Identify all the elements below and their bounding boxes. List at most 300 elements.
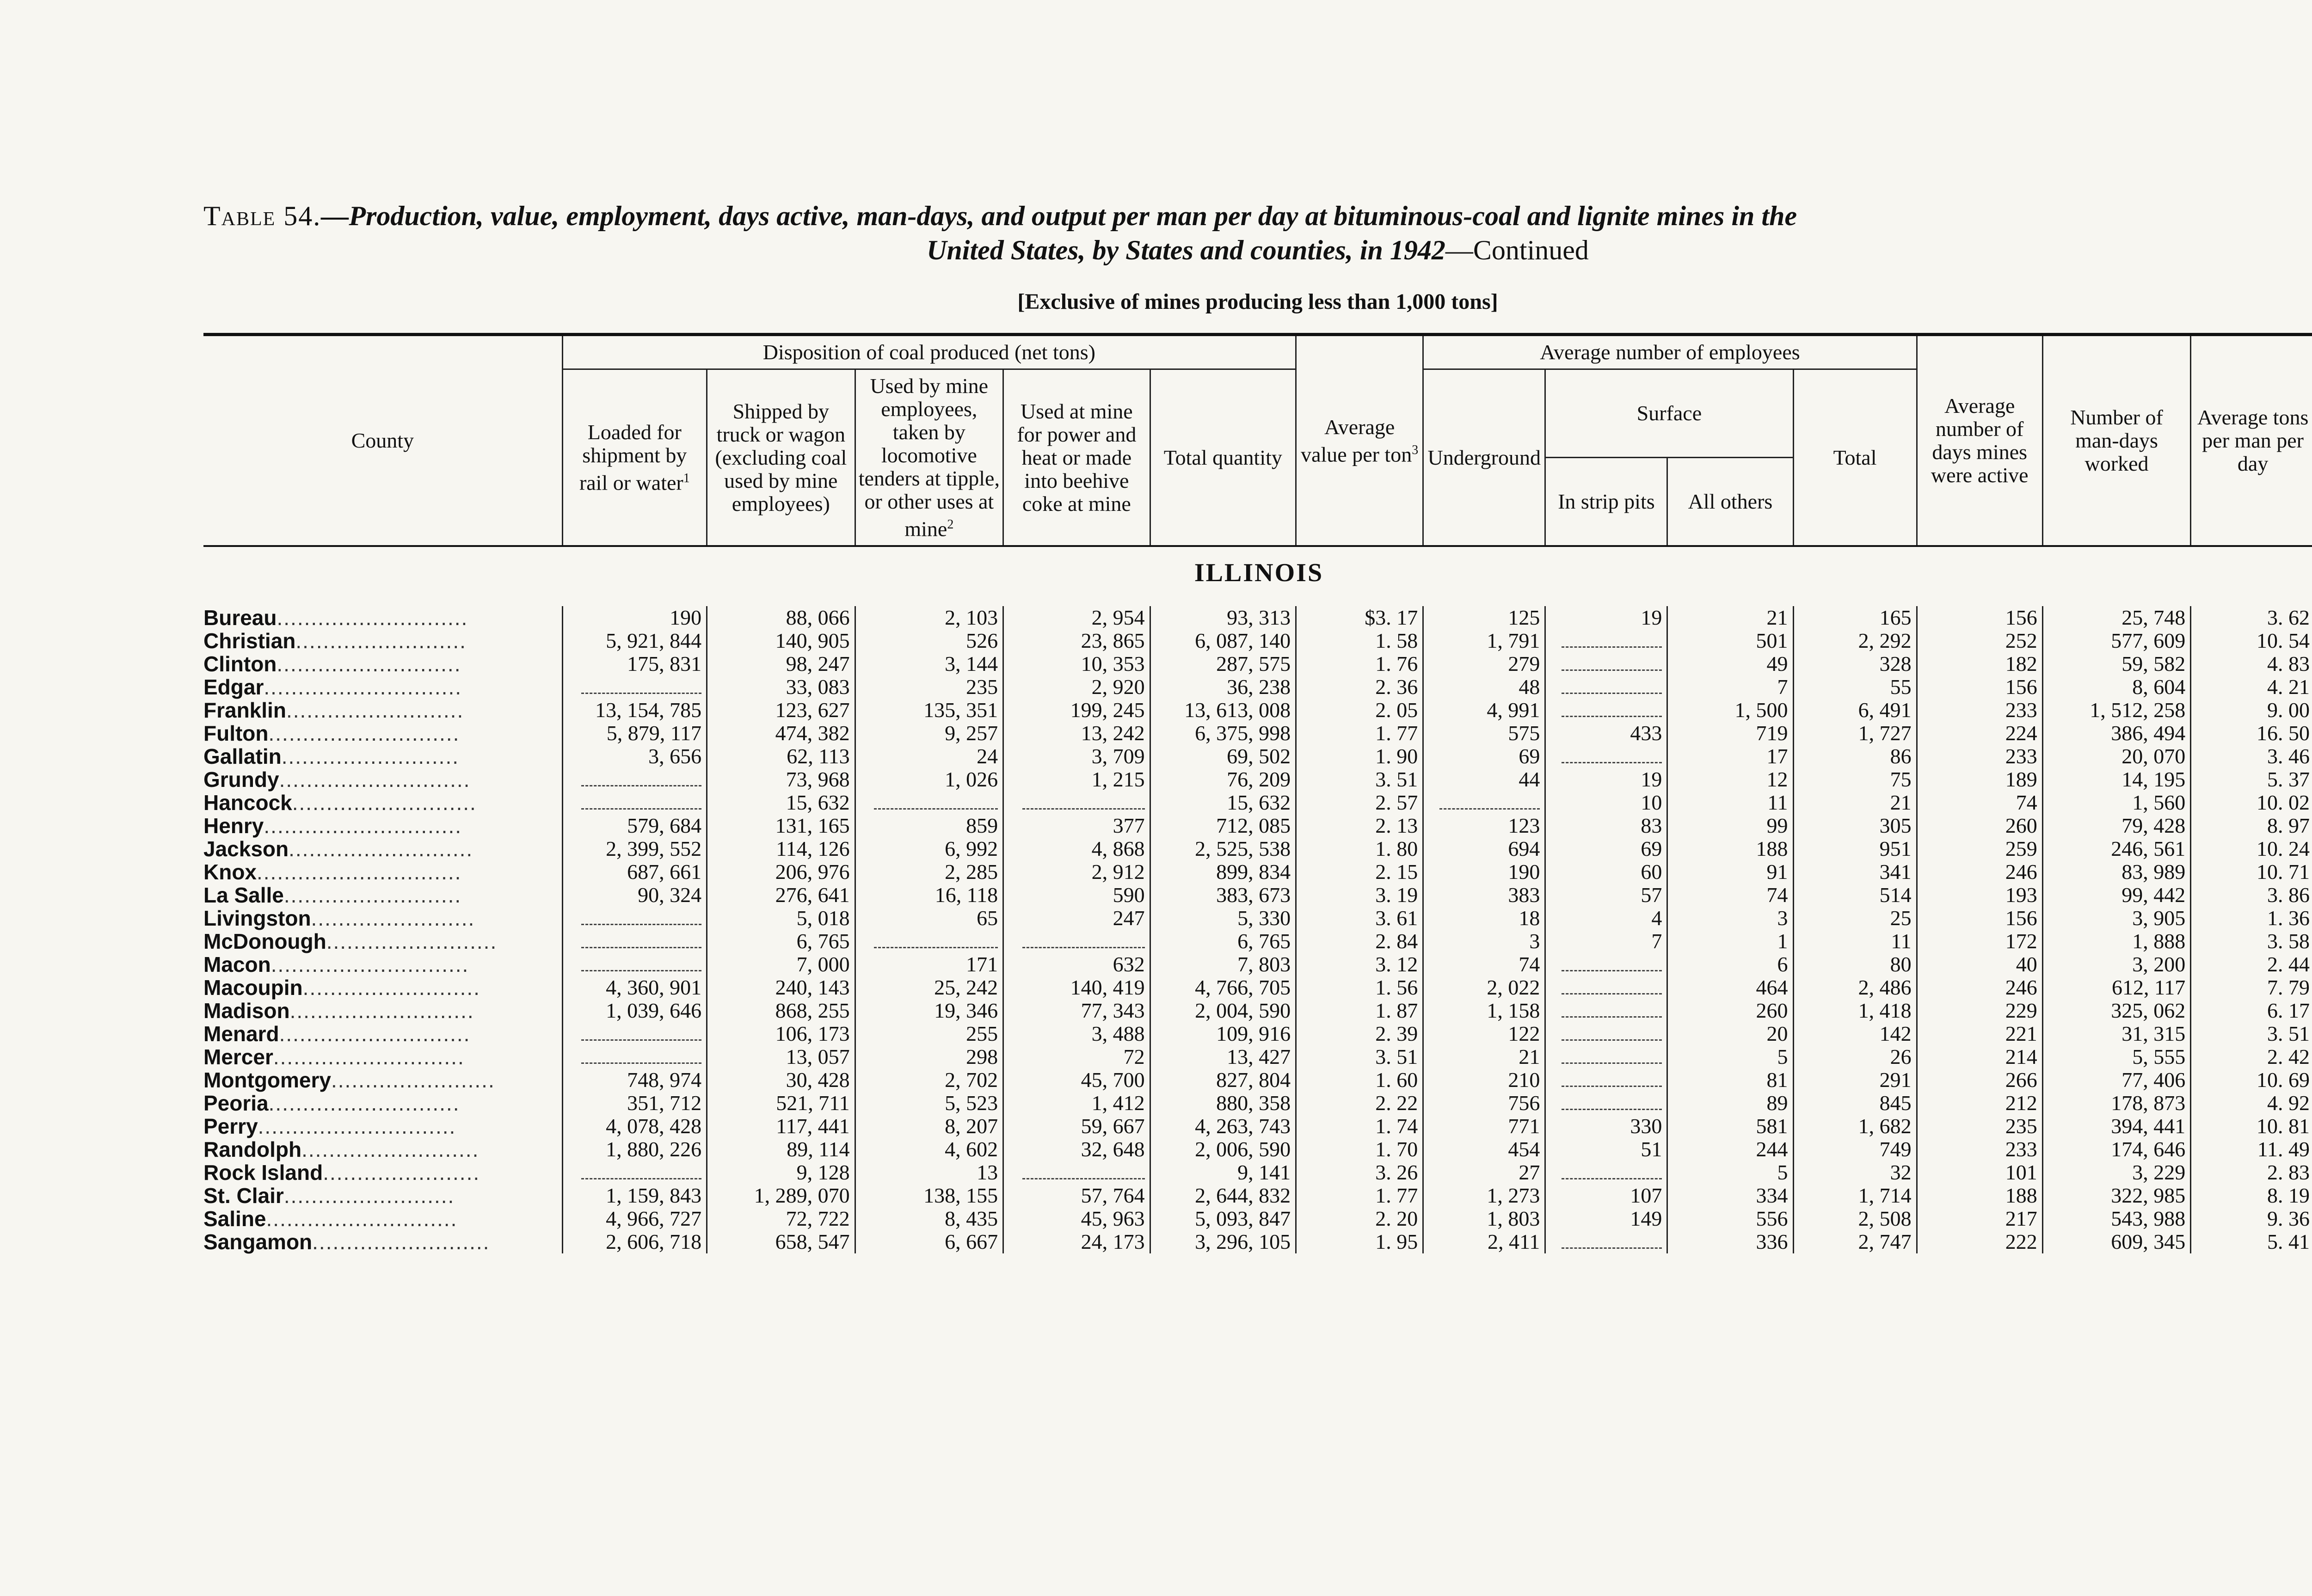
blank-dash bbox=[1562, 752, 1662, 763]
cell-others: 11 bbox=[1667, 791, 1793, 814]
table-row bbox=[203, 745, 2312, 768]
cell-used-emp: 25, 242 bbox=[855, 976, 1003, 999]
cell-loaded bbox=[562, 1161, 707, 1184]
blank-dash bbox=[581, 682, 702, 694]
cell-man-days: 612, 117 bbox=[2042, 976, 2191, 999]
cell-others: 3 bbox=[1667, 907, 1793, 930]
cell-avg-value: 1. 76 bbox=[1296, 652, 1423, 675]
cell-days: 259 bbox=[1917, 837, 2042, 860]
header-avg-value bbox=[1296, 335, 1423, 546]
leader-dots: .......................... bbox=[283, 883, 462, 908]
cell-underground: 771 bbox=[1423, 1115, 1545, 1138]
cell-used-emp: 16, 118 bbox=[855, 884, 1003, 907]
cell-avg-value: 3. 26 bbox=[1296, 1161, 1423, 1184]
cell-strip: 433 bbox=[1545, 722, 1667, 745]
cell-total-qty: 3, 296, 105 bbox=[1150, 1230, 1296, 1253]
cell-man-days: 31, 315 bbox=[2042, 1022, 2191, 1045]
table-row bbox=[203, 860, 2312, 884]
cell-strip: 107 bbox=[1545, 1184, 1667, 1207]
cell-total: 21 bbox=[1793, 791, 1917, 814]
cell-others: 20 bbox=[1667, 1022, 1793, 1045]
cell-used-emp: 65 bbox=[855, 907, 1003, 930]
header-strip-pits: In strip pits bbox=[1545, 457, 1667, 546]
cell-avg-value: 1. 70 bbox=[1296, 1138, 1423, 1161]
cell-used-mine: 140, 419 bbox=[1003, 976, 1150, 999]
county-cell bbox=[203, 1138, 562, 1161]
cell-total-qty: 4, 263, 743 bbox=[1150, 1115, 1296, 1138]
cell-loaded bbox=[562, 791, 707, 814]
cell-strip: 10 bbox=[1545, 791, 1667, 814]
cell-others: 74 bbox=[1667, 884, 1793, 907]
header-loaded bbox=[562, 369, 707, 546]
county-name: Macon bbox=[203, 952, 271, 977]
county-cell bbox=[203, 791, 562, 814]
cell-shipped: 62, 113 bbox=[707, 745, 855, 768]
county-name: Saline bbox=[203, 1207, 266, 1231]
cell-avg-value: 2. 20 bbox=[1296, 1207, 1423, 1230]
county-name: Edgar bbox=[203, 675, 264, 700]
cell-used-emp: 13 bbox=[855, 1161, 1003, 1184]
cell-avg-value: 3. 12 bbox=[1296, 953, 1423, 976]
cell-used-emp: 5, 523 bbox=[855, 1092, 1003, 1115]
leader-dots: ......................... bbox=[295, 629, 467, 653]
cell-total: 11 bbox=[1793, 930, 1917, 953]
cell-total: 2, 486 bbox=[1793, 976, 1917, 999]
cell-underground: 27 bbox=[1423, 1161, 1545, 1184]
cell-used-emp bbox=[855, 930, 1003, 953]
cell-underground: 190 bbox=[1423, 860, 1545, 884]
cell-strip bbox=[1545, 1161, 1667, 1184]
cell-total: 2, 292 bbox=[1793, 629, 1917, 652]
leader-dots: ............................ bbox=[266, 1207, 458, 1231]
cell-others: 21 bbox=[1667, 606, 1793, 629]
cell-loaded: 687, 661 bbox=[562, 860, 707, 884]
cell-strip: 51 bbox=[1545, 1138, 1667, 1161]
cell-days: 156 bbox=[1917, 907, 2042, 930]
cell-tons: 6. 17 bbox=[2191, 999, 2312, 1022]
cell-total: 80 bbox=[1793, 953, 1917, 976]
cell-avg-value: 1. 58 bbox=[1296, 629, 1423, 652]
header-employees-group: Average number of employees bbox=[1423, 335, 1917, 369]
cell-underground: 2, 411 bbox=[1423, 1230, 1545, 1253]
county-cell bbox=[203, 675, 562, 699]
cell-underground: 1, 158 bbox=[1423, 999, 1545, 1022]
blank-dash bbox=[1562, 983, 1662, 994]
blank-dash bbox=[581, 1029, 702, 1041]
cell-underground: 210 bbox=[1423, 1068, 1545, 1092]
header-surface-group: Surface bbox=[1545, 369, 1793, 458]
cell-strip: 83 bbox=[1545, 814, 1667, 837]
header-shipped: Shipped by truck or wagon (excluding coal used by mine employees) bbox=[707, 369, 855, 546]
cell-avg-value: 2. 36 bbox=[1296, 675, 1423, 699]
cell-total-qty: 712, 085 bbox=[1150, 814, 1296, 837]
blank-dash bbox=[1562, 1052, 1662, 1064]
cell-underground: 21 bbox=[1423, 1045, 1545, 1068]
cell-used-mine: 199, 245 bbox=[1003, 699, 1150, 722]
cell-total: 165 bbox=[1793, 606, 1917, 629]
blank-dash bbox=[581, 937, 702, 948]
cell-used-emp: 171 bbox=[855, 953, 1003, 976]
cell-total-qty: 7, 803 bbox=[1150, 953, 1296, 976]
cell-tons: 10. 24 bbox=[2191, 837, 2312, 860]
cell-total: 32 bbox=[1793, 1161, 1917, 1184]
cell-total-qty: 6, 087, 140 bbox=[1150, 629, 1296, 652]
cell-avg-value: 2. 22 bbox=[1296, 1092, 1423, 1115]
cell-tons: 10. 71 bbox=[2191, 860, 2312, 884]
cell-shipped: 15, 632 bbox=[707, 791, 855, 814]
cell-others: 89 bbox=[1667, 1092, 1793, 1115]
cell-strip bbox=[1545, 999, 1667, 1022]
cell-others: 336 bbox=[1667, 1230, 1793, 1253]
table-row bbox=[203, 1207, 2312, 1230]
cell-tons: 3. 51 bbox=[2191, 1022, 2312, 1045]
county-name: Knox bbox=[203, 860, 257, 884]
cell-avg-value: 1. 80 bbox=[1296, 837, 1423, 860]
cell-man-days: 577, 609 bbox=[2042, 629, 2191, 652]
county-name: Franklin bbox=[203, 698, 286, 723]
cell-total: 305 bbox=[1793, 814, 1917, 837]
cell-days: 235 bbox=[1917, 1115, 2042, 1138]
cell-total-qty: 6, 765 bbox=[1150, 930, 1296, 953]
blank-dash bbox=[1562, 960, 1662, 971]
county-cell bbox=[203, 837, 562, 860]
cell-strip: 4 bbox=[1545, 907, 1667, 930]
county-cell bbox=[203, 1230, 562, 1253]
cell-used-emp: 1, 026 bbox=[855, 768, 1003, 791]
cell-loaded bbox=[562, 1022, 707, 1045]
cell-avg-value: 2. 15 bbox=[1296, 860, 1423, 884]
cell-loaded: 2, 399, 552 bbox=[562, 837, 707, 860]
cell-days: 188 bbox=[1917, 1184, 2042, 1207]
cell-tons: 5. 37 bbox=[2191, 768, 2312, 791]
cell-strip bbox=[1545, 699, 1667, 722]
county-name: Sangamon bbox=[203, 1230, 313, 1254]
table-row bbox=[203, 1138, 2312, 1161]
cell-loaded: 3, 656 bbox=[562, 745, 707, 768]
cell-man-days: 1, 560 bbox=[2042, 791, 2191, 814]
cell-used-mine: 590 bbox=[1003, 884, 1150, 907]
leader-dots: ........................... bbox=[289, 999, 474, 1023]
county-cell bbox=[203, 814, 562, 837]
cell-avg-value: 3. 19 bbox=[1296, 884, 1423, 907]
table-row bbox=[203, 930, 2312, 953]
cell-days: 233 bbox=[1917, 1138, 2042, 1161]
cell-loaded: 175, 831 bbox=[562, 652, 707, 675]
cell-used-emp: 235 bbox=[855, 675, 1003, 699]
table-row bbox=[203, 953, 2312, 976]
leader-dots: .......................... bbox=[302, 976, 480, 1000]
header-man-days: Number of man-days worked bbox=[2042, 335, 2191, 546]
cell-shipped: 72, 722 bbox=[707, 1207, 855, 1230]
cell-others: 188 bbox=[1667, 837, 1793, 860]
cell-used-emp: 298 bbox=[855, 1045, 1003, 1068]
cell-used-mine: 3, 488 bbox=[1003, 1022, 1150, 1045]
cell-days: 40 bbox=[1917, 953, 2042, 976]
cell-others: 17 bbox=[1667, 745, 1793, 768]
cell-avg-value: 2. 05 bbox=[1296, 699, 1423, 722]
section-heading: ILLINOIS bbox=[203, 546, 2312, 606]
county-cell bbox=[203, 768, 562, 791]
cell-strip: 330 bbox=[1545, 1115, 1667, 1138]
cell-strip: 60 bbox=[1545, 860, 1667, 884]
county-name: La Salle bbox=[203, 883, 284, 908]
cell-tons: 4. 92 bbox=[2191, 1092, 2312, 1115]
title-text-line1: —Production, value, employment, days active, man-days, and output per man per day at bituminous-coal and lignite mines in the bbox=[321, 201, 1797, 231]
table-row bbox=[203, 814, 2312, 837]
header-used-by-employees bbox=[855, 369, 1003, 546]
cell-man-days: 178, 873 bbox=[2042, 1092, 2191, 1115]
cell-used-emp: 2, 702 bbox=[855, 1068, 1003, 1092]
cell-shipped: 98, 247 bbox=[707, 652, 855, 675]
cell-days: 224 bbox=[1917, 722, 2042, 745]
cell-underground: 125 bbox=[1423, 606, 1545, 629]
blank-dash bbox=[581, 960, 702, 971]
cell-used-emp: 6, 667 bbox=[855, 1230, 1003, 1253]
cell-underground: 18 bbox=[1423, 907, 1545, 930]
county-cell bbox=[203, 907, 562, 930]
cell-tons: 3. 58 bbox=[2191, 930, 2312, 953]
cell-used-emp: 859 bbox=[855, 814, 1003, 837]
cell-used-emp: 4, 602 bbox=[855, 1138, 1003, 1161]
county-cell bbox=[203, 745, 562, 768]
header-avg-tons: Average tons per man per day bbox=[2191, 335, 2312, 546]
cell-underground: 74 bbox=[1423, 953, 1545, 976]
leader-dots: ............................ bbox=[273, 1045, 465, 1069]
cell-avg-value: 2. 84 bbox=[1296, 930, 1423, 953]
cell-strip: 19 bbox=[1545, 606, 1667, 629]
cell-man-days: 8, 604 bbox=[2042, 675, 2191, 699]
cell-shipped: 9, 128 bbox=[707, 1161, 855, 1184]
cell-man-days: 14, 195 bbox=[2042, 768, 2191, 791]
title-continued: —Continued bbox=[1445, 235, 1589, 265]
cell-days: 74 bbox=[1917, 791, 2042, 814]
county-cell bbox=[203, 1161, 562, 1184]
table-row bbox=[203, 606, 2312, 629]
cell-total: 328 bbox=[1793, 652, 1917, 675]
cell-total: 2, 508 bbox=[1793, 1207, 1917, 1230]
county-cell bbox=[203, 1045, 562, 1068]
cell-days: 246 bbox=[1917, 976, 2042, 999]
cell-total: 1, 714 bbox=[1793, 1184, 1917, 1207]
cell-tons: 4. 21 bbox=[2191, 675, 2312, 699]
cell-others: 91 bbox=[1667, 860, 1793, 884]
header-loaded-text: Loaded for shipment by rail or water bbox=[579, 420, 687, 495]
cell-days: 222 bbox=[1917, 1230, 2042, 1253]
leader-dots: ............................ bbox=[277, 606, 468, 630]
table-row bbox=[203, 1022, 2312, 1045]
county-name: Rock Island bbox=[203, 1160, 323, 1185]
data-table bbox=[203, 333, 2312, 1253]
cell-total-qty: 5, 330 bbox=[1150, 907, 1296, 930]
cell-man-days: 99, 442 bbox=[2042, 884, 2191, 907]
title-text-line2: United States, by States and counties, in 1942 bbox=[927, 235, 1445, 265]
cell-man-days: 1, 512, 258 bbox=[2042, 699, 2191, 722]
county-name: Peoria bbox=[203, 1091, 269, 1116]
cell-total: 142 bbox=[1793, 1022, 1917, 1045]
cell-tons: 2. 44 bbox=[2191, 953, 2312, 976]
cell-days: 214 bbox=[1917, 1045, 2042, 1068]
cell-loaded: 190 bbox=[562, 606, 707, 629]
cell-tons: 3. 62 bbox=[2191, 606, 2312, 629]
cell-loaded: 1, 039, 646 bbox=[562, 999, 707, 1022]
cell-total: 26 bbox=[1793, 1045, 1917, 1068]
cell-used-emp: 6, 992 bbox=[855, 837, 1003, 860]
cell-underground: 4, 991 bbox=[1423, 699, 1545, 722]
county-name: Perry bbox=[203, 1114, 258, 1139]
cell-total-qty: 287, 575 bbox=[1150, 652, 1296, 675]
leader-dots: ............................. bbox=[264, 814, 462, 838]
cell-total-qty: 2, 525, 538 bbox=[1150, 837, 1296, 860]
county-cell bbox=[203, 999, 562, 1022]
header-used-by-employees-text: Used by mine employees, taken by locomotive tenders at tipple, or other uses at mine bbox=[858, 374, 1000, 541]
leader-dots: ........................... bbox=[289, 837, 473, 861]
cell-total-qty: 109, 916 bbox=[1150, 1022, 1296, 1045]
table-row bbox=[203, 999, 2312, 1022]
cell-others: 719 bbox=[1667, 722, 1793, 745]
cell-man-days: 386, 494 bbox=[2042, 722, 2191, 745]
cell-avg-value: 3. 61 bbox=[1296, 907, 1423, 930]
cell-avg-value: 1. 60 bbox=[1296, 1068, 1423, 1092]
cell-tons: 9. 36 bbox=[2191, 1207, 2312, 1230]
cell-used-emp: 255 bbox=[855, 1022, 1003, 1045]
header-avg-value-text: Average value per ton bbox=[1301, 415, 1412, 466]
cell-days: 221 bbox=[1917, 1022, 2042, 1045]
cell-shipped: 123, 627 bbox=[707, 699, 855, 722]
cell-underground: 48 bbox=[1423, 675, 1545, 699]
blank-dash bbox=[1562, 1029, 1662, 1041]
county-name: Bureau bbox=[203, 606, 277, 630]
leader-dots: ............................ bbox=[279, 1022, 471, 1046]
table-row bbox=[203, 652, 2312, 675]
cell-loaded: 5, 921, 844 bbox=[562, 629, 707, 652]
cell-total: 75 bbox=[1793, 768, 1917, 791]
county-cell bbox=[203, 1022, 562, 1045]
table-row bbox=[203, 1092, 2312, 1115]
county-cell bbox=[203, 1184, 562, 1207]
cell-total-qty: 4, 766, 705 bbox=[1150, 976, 1296, 999]
cell-tons: 2. 42 bbox=[2191, 1045, 2312, 1068]
leader-dots: .......................... bbox=[301, 1137, 480, 1162]
cell-avg-value: 1. 90 bbox=[1296, 745, 1423, 768]
cell-tons: 10. 54 bbox=[2191, 629, 2312, 652]
cell-total: 55 bbox=[1793, 675, 1917, 699]
cell-days: 217 bbox=[1917, 1207, 2042, 1230]
cell-days: 266 bbox=[1917, 1068, 2042, 1092]
cell-total: 1, 682 bbox=[1793, 1115, 1917, 1138]
cell-strip: 57 bbox=[1545, 884, 1667, 907]
cell-loaded: 13, 154, 785 bbox=[562, 699, 707, 722]
cell-shipped: 117, 441 bbox=[707, 1115, 855, 1138]
cell-avg-value: 1. 87 bbox=[1296, 999, 1423, 1022]
county-name: Henry bbox=[203, 814, 264, 838]
table-row bbox=[203, 722, 2312, 745]
cell-others: 334 bbox=[1667, 1184, 1793, 1207]
cell-used-mine: 1, 412 bbox=[1003, 1092, 1150, 1115]
cell-avg-value: 1. 77 bbox=[1296, 722, 1423, 745]
cell-tons: 2. 83 bbox=[2191, 1161, 2312, 1184]
cell-used-mine: 247 bbox=[1003, 907, 1150, 930]
cell-total-qty: 13, 427 bbox=[1150, 1045, 1296, 1068]
table-row bbox=[203, 699, 2312, 722]
cell-days: 252 bbox=[1917, 629, 2042, 652]
table-row bbox=[203, 907, 2312, 930]
cell-days: 233 bbox=[1917, 699, 2042, 722]
cell-others: 501 bbox=[1667, 629, 1793, 652]
header-underground: Underground bbox=[1423, 369, 1545, 546]
table-row bbox=[203, 1230, 2312, 1253]
cell-days: 212 bbox=[1917, 1092, 2042, 1115]
blank-dash bbox=[1562, 682, 1662, 694]
cell-tons: 3. 86 bbox=[2191, 884, 2312, 907]
county-name: Grundy bbox=[203, 767, 279, 792]
blank-dash bbox=[1022, 798, 1145, 810]
footnote-mark-1: 1 bbox=[683, 471, 690, 485]
cell-total: 749 bbox=[1793, 1138, 1917, 1161]
leader-dots: ............................ bbox=[279, 767, 471, 792]
cell-underground: 123 bbox=[1423, 814, 1545, 837]
blank-dash bbox=[1562, 659, 1662, 671]
county-name: St. Clair bbox=[203, 1184, 284, 1208]
cell-tons: 11. 49 bbox=[2191, 1138, 2312, 1161]
table-row bbox=[203, 1068, 2312, 1092]
cell-tons: 8. 19 bbox=[2191, 1184, 2312, 1207]
table-subtitle: [Exclusive of mines producing less than 1,000 tons] bbox=[1017, 289, 1498, 314]
cell-underground: 454 bbox=[1423, 1138, 1545, 1161]
cell-used-emp: 138, 155 bbox=[855, 1184, 1003, 1207]
cell-man-days: 77, 406 bbox=[2042, 1068, 2191, 1092]
county-cell bbox=[203, 1115, 562, 1138]
cell-used-emp: 526 bbox=[855, 629, 1003, 652]
cell-used-mine: 10, 353 bbox=[1003, 652, 1150, 675]
cell-tons: 1. 36 bbox=[2191, 907, 2312, 930]
cell-used-emp: 8, 435 bbox=[855, 1207, 1003, 1230]
blank-dash bbox=[1562, 706, 1662, 717]
table-row bbox=[203, 1184, 2312, 1207]
cell-underground: 694 bbox=[1423, 837, 1545, 860]
cell-avg-value: 2. 39 bbox=[1296, 1022, 1423, 1045]
cell-strip bbox=[1545, 745, 1667, 768]
cell-underground: 575 bbox=[1423, 722, 1545, 745]
cell-loaded: 90, 324 bbox=[562, 884, 707, 907]
blank-dash bbox=[1562, 1099, 1662, 1110]
table-label: Table 54. bbox=[203, 201, 321, 231]
cell-used-emp: 9, 257 bbox=[855, 722, 1003, 745]
table-row bbox=[203, 675, 2312, 699]
table-row bbox=[203, 1045, 2312, 1068]
cell-others: 556 bbox=[1667, 1207, 1793, 1230]
blank-dash bbox=[581, 798, 702, 810]
cell-loaded bbox=[562, 953, 707, 976]
cell-others: 5 bbox=[1667, 1045, 1793, 1068]
cell-used-mine: 2, 912 bbox=[1003, 860, 1150, 884]
cell-used-mine: 72 bbox=[1003, 1045, 1150, 1068]
cell-man-days: 322, 985 bbox=[2042, 1184, 2191, 1207]
header-used-at-mine: Used at mine for power and heat or made into beehive coke at mine bbox=[1003, 369, 1150, 546]
cell-loaded: 4, 360, 901 bbox=[562, 976, 707, 999]
cell-strip bbox=[1545, 1045, 1667, 1068]
cell-total-qty: 69, 502 bbox=[1150, 745, 1296, 768]
county-name: Hancock bbox=[203, 791, 292, 815]
cell-loaded: 2, 606, 718 bbox=[562, 1230, 707, 1253]
header-all-others: All others bbox=[1667, 457, 1793, 546]
cell-used-mine bbox=[1003, 1161, 1150, 1184]
cell-underground bbox=[1423, 791, 1545, 814]
cell-strip bbox=[1545, 976, 1667, 999]
county-cell bbox=[203, 1092, 562, 1115]
cell-days: 189 bbox=[1917, 768, 2042, 791]
cell-total-qty: 93, 313 bbox=[1150, 606, 1296, 629]
cell-total-qty: 827, 804 bbox=[1150, 1068, 1296, 1092]
